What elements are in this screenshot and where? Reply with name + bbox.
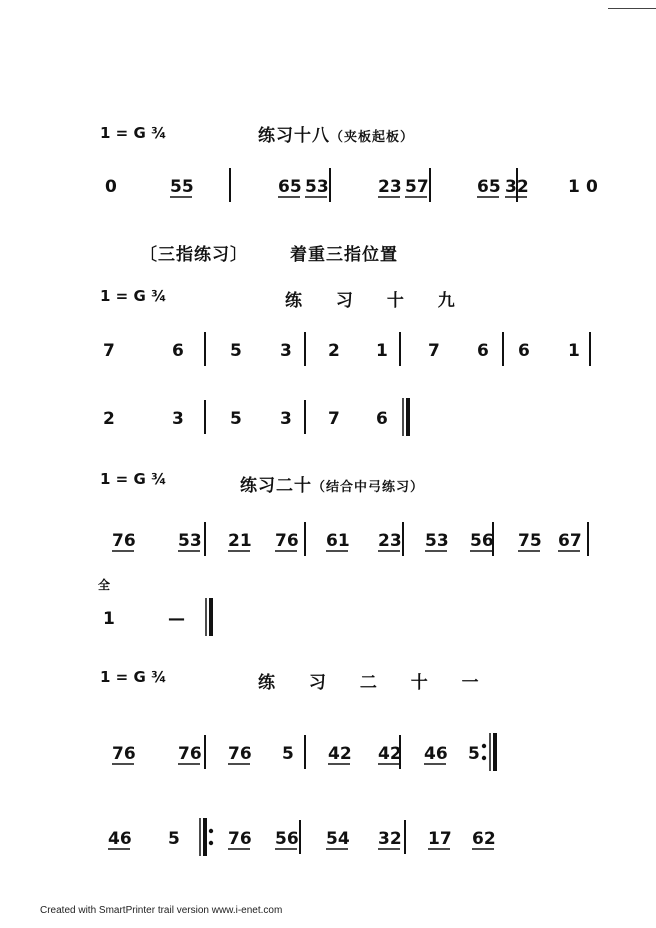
note-group: 32 xyxy=(505,177,529,197)
note-group: 1 xyxy=(103,609,115,629)
exercise-subtitle: （夹板起板） xyxy=(330,130,415,145)
exercise-title-text: 练习十八 xyxy=(258,126,330,146)
note-group: 3 xyxy=(280,409,292,429)
footer-watermark: Created with SmartPrinter trail version www.i-enet.com xyxy=(40,905,283,916)
notation-svg xyxy=(0,398,656,438)
notation-line xyxy=(0,398,656,438)
section-heading: 〔三指练习〕 xyxy=(140,245,248,265)
exercise-title xyxy=(258,121,414,146)
notation-line xyxy=(0,818,656,858)
note-group: 57 xyxy=(405,177,429,197)
bow-marking: 全 xyxy=(98,578,111,592)
note-group: 67 xyxy=(558,531,582,551)
exercise-subtitle: （结合中弓练习） xyxy=(312,480,425,495)
exercise-title: 练 习 二 十 一 xyxy=(258,673,493,693)
note-group: 56 xyxy=(470,531,494,551)
note-group: 1 xyxy=(568,341,580,361)
note-group: 46 xyxy=(108,829,132,849)
repeat-barline xyxy=(200,818,213,856)
section-note: 着重三指位置 xyxy=(290,245,398,265)
note-group: 76 xyxy=(228,829,252,849)
note-group: 75 xyxy=(518,531,542,551)
final-barline xyxy=(206,598,211,636)
notation-svg xyxy=(0,818,656,858)
note-group: 32 xyxy=(378,829,402,849)
note-group: 2 xyxy=(103,409,115,429)
note-group: 5 xyxy=(168,829,180,849)
note-group: 42 xyxy=(378,744,402,764)
note-group: 5 xyxy=(468,744,480,764)
note-group: 2 xyxy=(328,341,340,361)
note-group: 23 xyxy=(378,531,402,551)
final-barline xyxy=(403,398,408,436)
notation-line xyxy=(0,598,656,638)
note-group: 46 xyxy=(424,744,448,764)
note-group: 5 xyxy=(282,744,294,764)
note-group: 54 xyxy=(326,829,350,849)
key-signature: 1 = G ¾ xyxy=(100,287,167,305)
note-group: 55 xyxy=(170,177,194,197)
note-group: 0 xyxy=(105,177,117,197)
note-group: 3 xyxy=(172,409,184,429)
key-signature: 1 = G ¾ xyxy=(100,470,167,488)
note-group: 76 xyxy=(112,531,136,551)
note-group: 6 xyxy=(518,341,530,361)
notation-svg xyxy=(0,733,656,773)
notation-line xyxy=(0,733,656,773)
note-group: 56 xyxy=(275,829,299,849)
notation-svg xyxy=(0,330,656,370)
exercise-title-text: 练习二十 xyxy=(240,476,312,496)
notation-line xyxy=(0,520,656,560)
note-group: 76 xyxy=(178,744,202,764)
note-group: 5 xyxy=(230,409,242,429)
note-group: — xyxy=(168,609,185,629)
note-group: 5 xyxy=(230,341,242,361)
exercise-title: 练 习 十 九 xyxy=(285,291,469,311)
note-group: 6 xyxy=(477,341,489,361)
note-group: 53 xyxy=(425,531,449,551)
repeat-barline xyxy=(482,733,495,771)
note-group: 53 xyxy=(305,177,329,197)
note-group: 61 xyxy=(326,531,350,551)
notation-svg xyxy=(0,520,656,560)
note-group: 3 xyxy=(280,341,292,361)
note-group: 53 xyxy=(178,531,202,551)
note-group: 7 xyxy=(328,409,340,429)
exercise-title xyxy=(240,471,424,496)
top-edge-line xyxy=(608,8,656,9)
notation-line xyxy=(0,330,656,370)
note-group: 7 xyxy=(428,341,440,361)
note-group: 17 xyxy=(428,829,452,849)
note-group: 65 xyxy=(477,177,501,197)
note-group: 65 xyxy=(278,177,302,197)
note-group: 76 xyxy=(275,531,299,551)
note-group: 1 xyxy=(568,177,580,197)
note-group: 6 xyxy=(376,409,388,429)
note-group: 1 xyxy=(376,341,388,361)
note-group: 6 xyxy=(172,341,184,361)
notation-line xyxy=(0,166,656,206)
key-signature: 1 = G ¾ xyxy=(100,668,167,686)
key-signature: 1 = G ¾ xyxy=(100,124,167,142)
note-group: 76 xyxy=(112,744,136,764)
note-group: 23 xyxy=(378,177,402,197)
note-group: 62 xyxy=(472,829,496,849)
note-group: 7 xyxy=(103,341,115,361)
note-group: 21 xyxy=(228,531,252,551)
note-group: 42 xyxy=(328,744,352,764)
notation-svg xyxy=(0,166,656,206)
note-group: 76 xyxy=(228,744,252,764)
notation-svg xyxy=(0,598,656,638)
note-group: 0 xyxy=(586,177,598,197)
